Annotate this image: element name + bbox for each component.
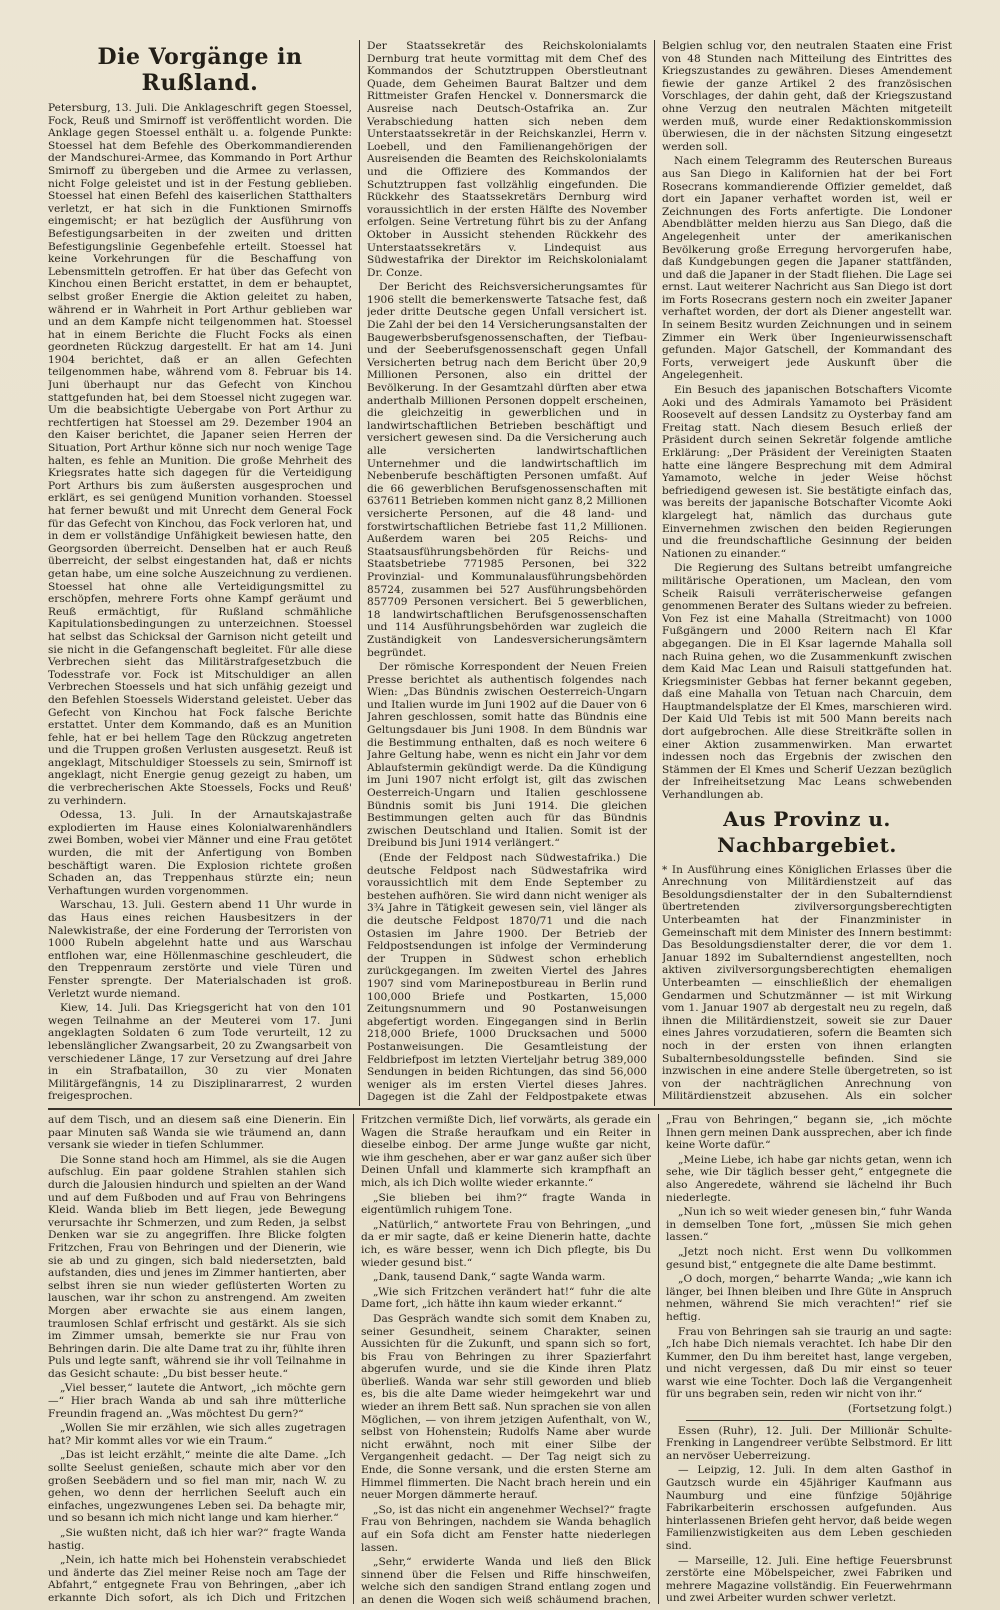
story-paragraph: „Jetzt noch nicht. Erst wenn Du vollkommen gesund bist,“ entgegnete die alte Dame bestimmt. — [666, 1245, 952, 1271]
story-paragraph: „Frau von Behringen,“ begann sie, „ich möchte Ihnen gern meinen Dank aussprechen, aber ich finde keine Worte dafür.“ — [666, 1114, 952, 1152]
article-dreibund: Der römische Korrespondent der Neuen Freien Presse berichtet als authentisch folgendes nach Wien: „Das Bündnis zwischen Oesterreich-Ungarn und Italien wurde im Juni 1902 auf die Dauer von 6 Jahren geschlossen, somit hatte das Bündnis eine Geltungsdauer bis Juni 1908. In dem Bündnis war die Bestimmung enthalten, daß es noch weitere 6 Jahre Geltung habe, wenn es nicht ein Jahr vor dem Ablaufstermin gekündigt werde. Da die Kündigung im Juni 1907 nicht erfolgt ist, gilt das zwischen Oesterreich-Ungarn und Italien geschlossene Bündnis somit bis Juni 1914. Die gleichen Bestimmungen gelten auch für das Bündnis zwischen Deutschland und Italien. Somit ist der Dreibund bis Juni 1914 verlängert.“ — [367, 661, 647, 850]
article-belgien: Belgien schlug vor, den neutralen Staaten eine Frist von 48 Stunden nach Mitteilung des Eintrittes des Kriegszustandes zu gewähren. Dieses Amendement fiewie der ganze Artikel 2 des französischen Vorschlages, der dahin geht, daß der Kriegszustand ohne Verzug den neutralen Mächten mitgeteilt werden muß, wurde einer Redaktionskommission überwiesen, die in der nächsten Sitzung eingesetzt werden soll. — [662, 40, 952, 153]
story-paragraph: „Natürlich,“ antwortete Frau von Behringen, „und da er mir sagte, daß er keine Dienerin hatte, dachte ich, es wäre besser, wenn ich Dich pflegte, bis Du wieder gesund bist.“ — [361, 1218, 651, 1269]
article-feldpost: (Ende der Feldpost nach Südwestafrika.) Die deutsche Feldpost nach Südwestafrika wird voraussichtlich mit dem Ende September zu bestehen aufhören. Sie wird dann nicht weniger als 3¾ Jahre in Tätigkeit gewesen sein, viel länger als die deutsche Feldpost 1870/71 und die nach Ostasien im Jahre 1900. Der Betrieb der Feldpostsendungen ist infolge der Verminderung der Truppen in Südwest schon erheblich zurückgegangen. Im zweiten Viertel des Jahres 1907 sind vom Marinepostbureau in Berlin rund 100,000 Briefe und Postkarten, 15,000 Zeitungsnummern und 90 Postanweisungen abgefertigt worden. Eingegangen sind in Berlin 218,000 Briefe, 1000 Drucksachen und 5000 Postanweisungen. Die Gesamtleistung der Feldbriefpost im letzten Vierteljahr betrug 389,000 Sendungen in beiden Richtungen, das sind 56,000 weniger als im ersten Viertel dieses Jahres. Dagegen ist die Zahl der Feldpostpakete etwas — [367, 852, 647, 1104]
column-left-top — [48, 40, 352, 1104]
story-paragraph: „Das ist leicht erzählt,“ meinte die alte Dame. „Ich sollte Seelust genießen, schaute mich aber vor den großen Seebädern und so fiel man mir, nach W. zu gehen, wo denn der herrlichen Seeluft auch ein einfaches, ungezwungenes Leben sei. Da behagte mir, und so besann ich mich nicht lange und kam hierher.“ — [48, 1449, 346, 1525]
feuilleton-divider — [48, 1108, 952, 1110]
article-dernburg: Der Staatssekretär des Reichskolonialamts Dernburg trat heute vormittag mit dem Chef des Kommandos der Schutztruppen Oberstleutnant Quade, dem Geheimen Baurat Baltzer und dem Rittmeister Grafen Henckel v. Donnersmarck die Ausreise nach Deutsch-Ostafrika an. Zur Verabschiedung hatten sich neben dem Unterstaatssekretär in der Reichskanzlei, Herrn v. Loebell, und den Familienangehörigen der Ausreisenden die Beamten des Reichskolonialamts und die Offiziere des Kommandos der Schutztruppen fast vollzählig eingefunden. Die Rückkehr des Staatssekretärs Dernburg wird voraussichtlich in der ersten Hälfte des November erfolgen. Seine Vertretung führt bis zu der Anfang Oktober in Aussicht stehenden Rückkehr des Unterstaatssekretärs v. Lindequist aus Südwestafrika der Direktor im Reichskolonialamt Dr. Conze. — [367, 40, 647, 279]
story-paragraph: „Sie wußten nicht, daß ich hier war?“ fragte Wanda hastig. — [48, 1527, 346, 1552]
article-warschau: Warschau, 13. Juli. Gestern abend 11 Uhr wurde in das Haus eines reichen Hausbesitzers in der Nalewkistraße, der eine Forderung der Terroristen von 1000 Rubeln abgelehnt hatte und aus Warschau entflohen war, eine Höllenmaschine geschleudert, die den Treppenraum zerstörte und viele Türen und Fenster sprengte. Der Materialschaden ist groß. Verletzt wurde niemand. — [48, 899, 352, 1000]
story-column-3 — [666, 1114, 952, 1604]
column-rule — [658, 1114, 659, 1604]
article-petersburg: Petersburg, 13. Juli. Die Anklageschrift gegen Stoessel, Fock, Reuß und Smirnoff ist veröffentlicht worden. Die Anklage gegen Stoessel enthält u. a. folgende Punkte: Stoessel hat dem Befehle des Oberkommandierenden der Mandschurei-Armee, das Kommando in Port Arthur Smirnoff zu übergeben und die Armee zu verlassen, nicht Folge geleistet und ist in der Festung geblieben. Stoessel hat einen Befehl des kaiserlichen Statthalters verletzt, er hat sich in die Funktionen Smirnoffs eingemischt; er hat bezüglich der Ausführung von Befestigungsarbeiten in der zweiten und dritten Befestigungslinie Gegenbefehle erteilt. Stoessel hat keine Vorkehrungen für die Beschaffung von Lebensmitteln getroffen. Er hat über das Gefecht von Kinchou einen Bericht erstattet, in dem er behauptet, selbst großer Energie die Aktion geleitet zu haben, während er in Wahrheit in Port Arthur geblieben war und an dem Kampfe nicht teilgenommen hat. Stoessel hat in einem Berichte die Flucht Focks als einen geordneten Rückzug dargestellt. Er hat am 14. Juni 1904 berichtet, daß er an allen Gefechten teilgenommen habe, während vom 8. Februar bis 14. Juni überhaupt nur das Gefecht von Kinchou stattgefunden hat, bei dem Stoessel nicht zugegen war. Um die beabsichtigte Uebergabe von Port Arthur zu rechtfertigen hat Stoessel am 29. Dezember 1904 an den Kaiser berichtet, die Japaner seien Herren der Situation, Port Arthur könne sich nur noch wenige Tage halten, es fehle an Munition. Die große Mehrheit des Kriegsrates hatte sich dagegen für die Verteidigung Port Arthurs bis zum äußersten ausgesprochen und erklärt, es sei genügend Munition vorhanden. Stoessel hat ferner bewußt und mit Unrecht dem General Fock für das Gefecht von Kinchou, das Fock verloren hat, und in dem er vollständige Unfähigkeit bewiesen hatte, den Georgsorden überreicht. Denselben hat er auch Reuß überreicht, der selbst eingestanden hat, daß er nichts getan habe, um eine solche Auszeichnung zu verdienen. Stoessel hat ohne alle Verteidigungsmittel zu erschöpfen, mehrere Forts ohne Kampf geräumt und Reuß ermächtigt, für Rußland schmähliche Kapitulationsbedingungen zu unterzeichnen. Stoessel hat selbst das Schicksal der Garnison nicht geteilt und sie nicht in die Gefangenschaft begleitet. Für alle diese Verbrechen sieht das Militärstrafgesetzbuch die Todesstrafe vor. Fock ist Mitschuldiger an allen Verbrechen Stoessels und hat sich unfähig gezeigt und den Befehlen Stoessels Widerstand geleistet. Ueber das Gefecht von Kinchou hat Fock falsche Berichte erstattet. Unter dem Kommando, daß es an Munition fehle, hat er bei hellem Tage den Rückzug angetreten und die Truppen großen Verlusten ausgesetzt. Reuß ist angeklagt, Mitschuldiger Stoessels zu sein, Smirnoff ist angeklagt, nicht Energie genug gezeigt zu haben, um die verbrecherischen Akte Stoessels, Focks und Reuß' zu verhindern. — [48, 102, 352, 807]
article-leipzig: — Leipzig, 12. Juli. In dem alten Gasthof in Gautzsch wurde ein 45jähriger Kaufmann aus Naumburg und eine fünfzige 50jährige Fabrikarbeiterin erschossen aufgefunden. Aus hinterlassenen Briefen geht hervor, daß beide wegen Familienzwistigkeiten aus dem Leben geschieden sind. — [666, 1464, 952, 1552]
article-reichsversicherungsamt: Der Bericht des Reichsversicherungsamtes für 1906 stellt die bemerkenswerte Tatsache fest, daß jeder dritte Deutsche gegen Unfall versichert ist. Die Zahl der bei den 14 Versicherungsanstalten der Baugewerbsberufsgenossenschaften, der Tiefbau- und der Seeberufsgenossenschaft gegen Unfall Versicherten betrug nach dem Bericht über 20,9 Millionen Personen, also ein drittel der Bevölkerung. In der Gesamtzahl dürften aber etwa anderthalb Millionen Personen doppelt erscheinen, die gleichzeitig in gewerblichen und in landwirtschaftlichen Betrieben beschäftigt und versichert gewesen sind. Da die Versicherung auch alle versicherten landwirtschaftlichen Unternehmer und die landwirtschaftlich im Nebenberufe beschäftigten Personen umfaßt. Auf die 66 gewerblichen Berufsgenossenschaften mit 637611 Betrieben kommen nicht ganz 8,2 Millionen versicherte Personen, auf die 48 land- und forstwirtschaftlichen Betriebe fast 11,2 Millionen. Außerdem waren bei 205 Reichs- und Staatsausführungsbehörden für Reichs- und Staatsbetriebe 771985 Personen, bei 322 Provinzial- und Kommunalausführungsbehörden 85724, zusammen bei 527 Ausführungsbehörden 857709 Personen versichert. Bei 5 gewerblichen, 18 landwirtschaftlichen Berufsgenossenschaften und 114 Ausführungsbehörden war zugleich die Zuständigkeit von Landesversicherungsämtern begründet. — [367, 281, 647, 659]
story-paragraph: „Nun ich so weit wieder genesen bin,“ fuhr Wanda in demselben Tone fort, „müssen Sie mich gehen lassen.“ — [666, 1206, 952, 1244]
article-marseille: — Marseille, 12. Juli. Eine heftige Feuersbrunst zerstörte eine Möbelspeicher, zwei Fabriken und mehrere Magazine vollständig. Ein Feuerwehrmann und zwei Arbeiter wurden schwer verletzt. — [666, 1554, 952, 1604]
headline-provinz: Aus Provinz u. Nachbargebiet. — [717, 806, 897, 857]
story-paragraph: „Wie sich Fritzchen verändert hat!“ fuhr die alte Dame fort, „ich hätte ihn kaum wieder erkannt.“ — [361, 1285, 651, 1311]
story-paragraph: Die Sonne stand hoch am Himmel, als sie die Augen aufschlug. Ein paar goldene Strahlen stahlen sich durch die Jalousien hindurch und spielten an der Wand und auf dem Fußboden und auf Frau von Behringens Kleid. Wanda blieb im Bett liegen, jede Bewegung verursachte ihr Schmerzen, und zum Reden, ja selbst Denken war sie zu angegriffen. Ihre Blicke folgten Fritzchen, Frau von Behringen und der Dienerin, wie sie ab und zu gingen, sich bald niedersetzten, bald aufstanden, dies und jenes im Zimmer hantierten, aber selbst ihren sie nun wieder geflüsterten Worten zu lauschen, war ihr schon zu anstrengend. Am zweiten Morgen aber erwachte sie aus einem langen, traumlosen Schlaf erfrischt und gestärkt. Als sie sich im Zimmer umsah, bemerkte sie nur Frau von Behringen darin. Die alte Dame trat zu ihr, fühlte ihren Puls und legte sanft, während sie ihr voll Teilnahme in das Gesicht schaute: „Du bist besser heute.“ — [48, 1153, 346, 1380]
story-paragraph: „Wollen Sie mir erzählen, wie sich alles zugetragen hat? Mir kommt alles vor wie ein Traum.“ — [48, 1422, 346, 1447]
column-rule — [353, 1114, 354, 1604]
continuation-note: (Fortsetzung folgt.) — [847, 1403, 952, 1416]
story-paragraph: „Nein, ich hatte mich bei Hohenstein verabschiedet und änderte das Ziel meiner Reise noch am Tage der Abfahrt,“ entgegnete Frau von Behringen, „aber ich erkannte Dich sofort, als ich Dich und Fritzchen — [48, 1554, 346, 1604]
article-essen: Essen (Ruhr), 12. Juli. Der Millionär Schulte-Frenking in Langendreer verübte Selbstmord. Er litt an nervöser Ueberreizung. — [666, 1424, 952, 1462]
column-middle-top — [367, 40, 647, 1104]
column-rule — [359, 40, 360, 1106]
headline-russland: Die Vorgänge in Rußland. — [97, 44, 303, 96]
story-paragraph: „Meine Liebe, ich habe gar nichts getan, wenn ich sehe, wie Dir täglich besser geht,“ entgegnete die also Angeredete, während sie lächelnd ihr Buch niederlegte. — [666, 1153, 952, 1204]
story-paragraph: „So, ist das nicht ein angenehmer Wechsel?“ fragte Frau von Behringen, nachdem sie Wanda behaglich auf ein Sofa dicht am Fenster hatte niederlegen lassen. — [361, 1503, 651, 1554]
column-rule — [654, 40, 655, 1106]
article-odessa: Odessa, 13. Juli. In der Arnautskajastraße explodierten im Hause eines Kolonialwarenhändlers zwei Bomben, wobei vier Männer und eine Frau getötet wurden, die mit der Anfertigung von Bomben beschäftigt waren. Die Explosion richtete großen Schaden an, das Treppenhaus stürzte ein; neun Verhaftungen wurden vorgenommen. — [48, 809, 352, 897]
section-divider — [686, 1420, 932, 1421]
article-san-diego: Nach einem Telegramm des Reuterschen Bureaus aus San Diego in Kalifornien hat der bei Fort Rosecrans kommandierende Offizier gemeldet, daß dort ein Japaner verhaftet worden ist, weil er Zeichnungen des Forts anfertigte. Die Londoner Abendblätter melden hierzu aus San Diego, daß die Angelegenheit unter der amerikanischen Bevölkerung große Erregung hervorgerufen habe, daß Kundgebungen gegen die Japaner stattfänden, und daß die Japaner in der Stadt fliehen. Die Lage sei ernst. Laut weiterer Nachricht aus San Diego ist dort im Forts Rosecrans gestern noch ein zweiter Japaner verhaftet worden, der dort als Diener angestellt war. In seinem Besitz wurden Zeichnungen und in seinem Zimmer ein Werk über Ingenieurwissenschaft gefunden. Major Gatschell, der Kommandant des Forts, verweigert jede Auskunft über die Angelegenheit. — [662, 155, 952, 382]
story-paragraph: Fritzchen vermißte Dich, lief vorwärts, als gerade ein Wagen die Straße heraufkam und ein Reiter in dieselbe einbog. Der arme Junge wußte gar nicht, wie ihm geschehen, aber er war ganz außer sich über Deinen Unfall und klammerte sich krampfhaft an mich, als ich Dich wollte wieder erkannte.“ — [361, 1114, 651, 1189]
story-paragraph: auf dem Tisch, und an diesem saß eine Dienerin. Ein paar Minuten saß Wanda sie wie träumend an, dann versank sie wieder in tiefen Schlummer. — [48, 1114, 346, 1152]
story-paragraph: „Viel besser,“ lautete die Antwort, „ich möchte gern —“ Hier brach Wanda ab und sah ihre mütterliche Freundin fragend an. „Was möchtest Du gern?“ — [48, 1382, 346, 1420]
story-paragraph: „Sie blieben bei ihm?“ fragte Wanda in eigentümlich ruhigem Tone. — [361, 1191, 651, 1217]
column-right-top — [662, 40, 952, 1104]
article-besoldung: * In Ausführung eines Königlichen Erlasses über die Anrechnung von Militärdienstzeit auf das Besoldungsdienstalter der in den Subalterndienst übertretenden zivilversorgungsberechtigten Unterbeamten hat der Finanzminister in Gemeinschaft mit dem Minister des Innern bestimmt: Das Besoldungsdienstalter derer, die vor dem 1. Januar 1892 im Subalterndienst angestellten, noch aktiven zivilversorgungsberechtigten ehemaligen Unterbeamten — einschließlich der ehemaligen Gendarmen und Schutzmänner — ist mit Wirkung vom 1. Januar 1907 ab dergestalt neu zu regeln, daß ihnen die Militärdienstzeit, soweit sie zur Dauer eines Jahres vorzudatieren, sofern die Beamten sich noch in der ersten von ihnen erlangten Subalternbesoldungsstelle befinden. Sind sie inzwischen in eine andere Stelle übergetreten, so ist von der nachträglichen Anrechnung von Militärdienstzeit abzusehen. Als ein solcher — [662, 863, 952, 1103]
story-column-1 — [48, 1114, 346, 1604]
article-kiew: Kiew, 14. Juli. Das Kriegsgericht hat von den 101 wegen Teilnahme an der Meuterei vom 17. Juni angeklagten Soldaten 6 zum Tode verurteilt, 12 zu lebenslänglicher Zwangsarbeit, 20 zu Zwangsarbeit von verschiedener Länge, 17 zur Versetzung auf drei Jahre in ein Strafbataillon, 30 zu vier Monaten Militärgefängnis, 14 zu Disziplinararrest, 2 wurden freigesprochen. — [48, 1002, 352, 1103]
story-paragraph: „O doch, morgen,“ beharrte Wanda; „wie kann ich länger, bei Ihnen bleiben und Ihre Güte in Anspruch nehmen, während Sie mich verachten!“ rief sie heftig. — [666, 1273, 952, 1323]
story-paragraph: „Dank, tausend Dank,“ sagte Wanda warm. — [373, 1271, 606, 1284]
story-paragraph: „Sehr,“ erwiderte Wanda und ließ den Blick sinnend über die Felsen und Riffe hinschweifen, welche sich den sandigen Strand entlang zogen und an denen die Wogen sich weiß schäumend brachen, — [361, 1556, 651, 1604]
story-column-2 — [361, 1114, 651, 1604]
article-marokko: Die Regierung des Sultans betreibt umfangreiche militärische Operationen, um Maclean, den vom Scheik Raisuli verräterischerweise gefangen genommenen Berater des Sultans wieder zu befreien. Von Fez ist eine Mahalla (Streitmacht) von 1000 Fußgängern und 2000 Reitern nach El Kfar abgegangen. Die in El Ksar lagernde Mahalla soll nach Ruina gehen, wo die Zusammenkunft zwischen dem Kaid Mac Lean und Raisuli stattgefunden hat. Kriegsminister Gebbas hat ferner bekannt gegeben, daß eine Mahalla von Tetuan nach Charcuin, dem Hauptmandelsplatze der El Kmes, marschieren wird. Der Kaid Uld Tebis ist mit 500 Mann bereits nach dort aufgebrochen. Alle diese Streitkräfte sollen in einer Aktion zusammenwirken. Man erwartet indessen noch das Ergebnis der zwischen den Stämmen der El Kmes und Scherif Uezzan bezüglich der Infreiheitsetzung Mac Leans schwebenden Verhandlungen ab. — [662, 562, 952, 802]
story-paragraph: Frau von Behringen sah sie traurig an und sagte: „Ich habe Dich niemals verachtet. Ich habe Dir den Kummer, den Du ihm bereitet hast, lange vergeben, und nicht vergessen, daß Du mir einst so teuer warst wie eine Tochter. Doch laß die Vergangenheit für uns begraben sein, reden wir nicht von ihr.“ — [666, 1325, 952, 1401]
story-paragraph: Das Gespräch wandte sich somit dem Knaben zu, seiner Gesundheit, seinem Charakter, seinen Aussichten für die Zukunft, und spann sich so fort, bis Frau von Behringen zu ihrer Spazierfahrt abgerufen wurde, und sie die Kinde ihren Platz überließ. Wanda war sehr still geworden und blieb es, bis die alte Dame wieder heimgekehrt war und wieder an ihrem Bett saß. Nun sprachen sie von allen Möglichen, — von ihrem jetzigen Aufenthalt, von W., selbst von Hohenstein; Rudolfs Name aber wurde nicht erwähnt, noch mit einer Silbe der Vergangenheit gedacht. — Der Tag neigt sich zu Ende, die Sonne versank, und die ersten Sterne am Himmel flimmerten. Die Nacht brach herein und ein neuer Morgen dämmerte herauf. — [361, 1312, 651, 1502]
article-roosevelt: Ein Besuch des japanischen Botschafters Vicomte Aoki und des Admirals Yamamoto bei Präsident Roosevelt auf dessen Landsitz zu Oysterbay fand am Freitag statt. Nach diesem Besuch erließ der Präsident durch seinen Sekretär folgende amtliche Erklärung: „Der Präsident der Vereinigten Staaten hatte eine längere Besprechung mit dem Admiral Yamamoto, welche in jeder Weise höchst befriedigend gewesen ist. Sie bestätigte einfach das, was bereits der japanische Botschafter Vicomte Aoki klargelegt hat, nämlich das durchaus gute Einvernehmen zwischen den beiden Regierungen und die freundschaftliche Gesinnung der beiden Nationen zu einander.“ — [662, 384, 952, 560]
